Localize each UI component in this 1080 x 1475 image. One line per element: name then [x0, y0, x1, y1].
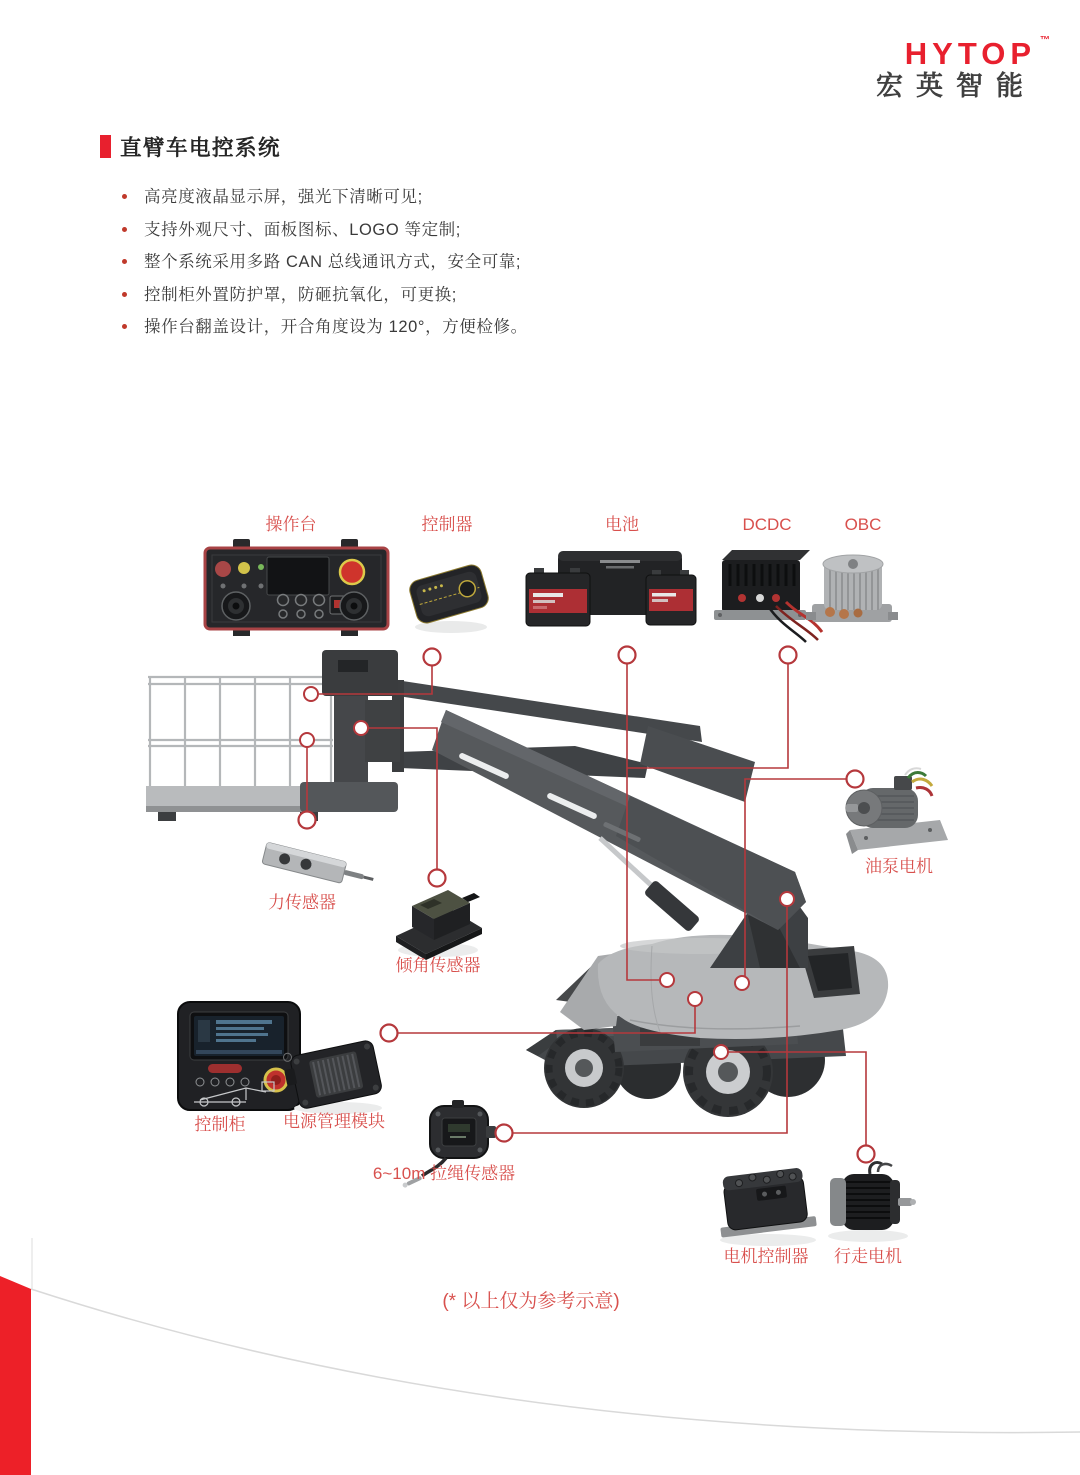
feature-text: 控制柜外置防护罩，防砸抗氧化，可更换;	[144, 285, 457, 304]
label-motor-controller: 电机控制器	[723, 1247, 809, 1266]
tilt-sensor-image	[396, 890, 482, 960]
section-marker-icon	[100, 135, 111, 158]
wheel-left	[544, 1028, 624, 1108]
label-force-sensor: 力传感器	[268, 893, 336, 912]
bullet-icon	[122, 227, 127, 232]
label-console: 操作台	[265, 515, 317, 534]
label-tilt-sensor: 倾角传感器	[395, 956, 481, 975]
feature-list	[122, 188, 528, 351]
brand-wordmark: HYTOP	[904, 36, 1036, 71]
label-controller: 控制器	[421, 515, 473, 534]
force-sensor-image	[262, 842, 376, 890]
bullet-icon	[122, 292, 127, 297]
feature-item	[122, 318, 528, 336]
feature-text: 操作台翻盖设计，开合角度设为 120°，方便检修。	[144, 318, 528, 336]
bullet-icon	[122, 324, 127, 329]
bullet-icon	[122, 194, 127, 199]
travel-motor-image	[828, 1162, 916, 1242]
trademark-symbol: ™	[1040, 35, 1050, 46]
label-rope-sensor: 6~10m 拉绳传感器	[372, 1164, 516, 1183]
corner-red-accent	[0, 1276, 31, 1475]
label-battery: 电池	[605, 515, 639, 534]
header-logo	[876, 35, 1050, 101]
section-header	[100, 131, 281, 162]
company-name: 宏英智能	[876, 71, 1036, 101]
feature-text: 高亮度液晶显示屏，强光下清晰可见;	[144, 188, 423, 206]
feature-item	[122, 286, 528, 304]
bullet-icon	[122, 259, 127, 264]
label-obc: OBC	[844, 515, 882, 534]
feature-item	[122, 221, 528, 239]
label-dcdc: DCDC	[742, 515, 792, 534]
reference-note: (* 以上仅为参考示意)	[442, 1291, 620, 1312]
feature-item	[122, 188, 528, 206]
dcdc-image	[714, 550, 822, 642]
page-title: 直臂车电控系统	[120, 136, 282, 160]
feature-item	[122, 253, 528, 271]
feature-text: 整个系统采用多路 CAN 总线通讯方式，安全可靠;	[144, 253, 522, 271]
label-power-module: 电源管理模块	[283, 1112, 385, 1131]
motor-controller-image	[714, 1166, 817, 1246]
controller-image	[407, 563, 490, 633]
label-control-cabinet: 控制柜	[194, 1115, 246, 1134]
obc-image	[806, 555, 898, 622]
label-oil-pump-motor: 油泵电机	[865, 857, 933, 876]
feature-text: 支持外观尺寸、面板图标、LOGO 等定制;	[144, 220, 461, 239]
battery-image	[526, 551, 696, 626]
control-cabinet-image	[178, 1002, 300, 1110]
console-image	[205, 539, 388, 636]
label-travel-motor: 行走电机	[834, 1247, 902, 1266]
